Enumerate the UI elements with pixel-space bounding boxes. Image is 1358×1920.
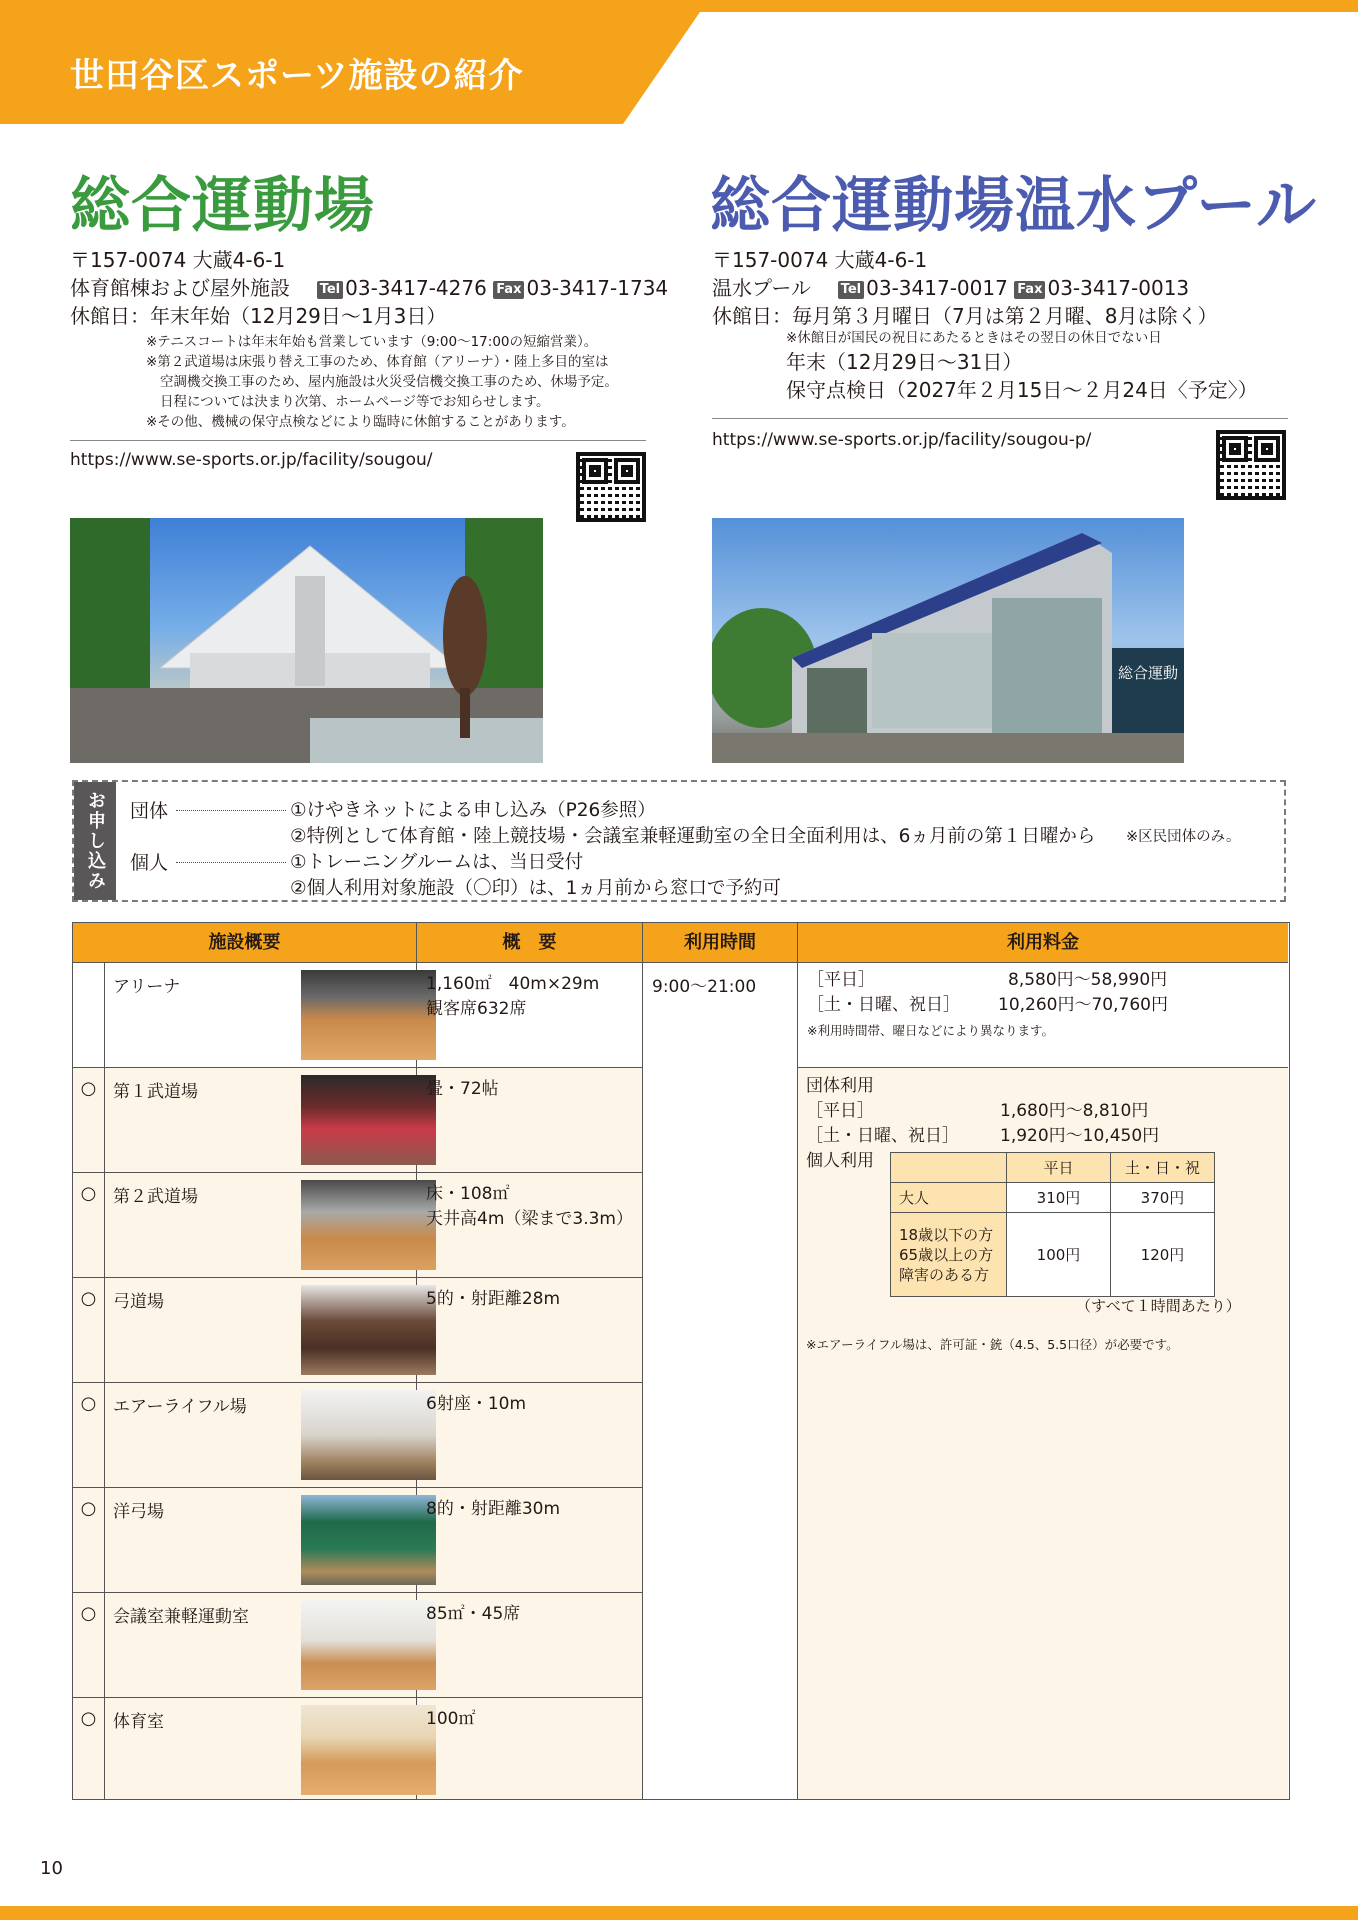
group-label: 団体 (130, 800, 169, 822)
tel-badge: Tel (838, 281, 864, 299)
price-header-holiday: 土・日・祝 (1111, 1153, 1215, 1183)
facility-name-text: 会議室兼軽運動室 (113, 1607, 249, 1627)
fee-value: 1,920円～10,450円 (1000, 1126, 1160, 1146)
fee-note: ※利用時間帯、曜日などにより異なります。 (807, 1023, 1054, 1038)
facility-title-heated-pool: 総合運動場温水プール (710, 171, 1317, 241)
individual-mark (73, 963, 105, 1067)
tel-number: 03-3417-4276 (345, 276, 487, 300)
per-hour-note: （すべて１時間あたり） (1076, 1297, 1241, 1315)
photo-gym-room (301, 1705, 436, 1795)
note-line: 日程については決まり次第、ホームページ等でお知らせします。 (160, 394, 550, 410)
facility-name (105, 1593, 417, 1697)
dotted-leader (176, 862, 286, 863)
tel-number: 03-3417-0017 (866, 276, 1008, 300)
price-row-label: 18歳以下の方 65歳以上の方 障害のある方 (891, 1213, 1007, 1297)
fax-badge: Fax (493, 281, 524, 299)
facility-table (72, 922, 1290, 1800)
photo-dojo-2 (301, 1180, 436, 1270)
header-facility: 施設概要 (73, 923, 417, 963)
facility-name-text: エアーライフル場 (113, 1397, 247, 1417)
photo-gymnasium (70, 518, 543, 763)
price-header-empty (891, 1153, 1007, 1183)
facility-summary: 85㎡・45席 (417, 1593, 643, 1697)
table-row (73, 1068, 643, 1173)
photo-dojo-1 (301, 1075, 436, 1165)
table-row (73, 1173, 643, 1278)
header-summary: 概 要 (417, 923, 643, 963)
fee-value: 8,580円～58,990円 (1008, 970, 1168, 990)
facility-title-general-ground: 総合運動場 (70, 171, 375, 241)
building-sign: 総合運動 (1118, 664, 1179, 682)
table-row (73, 1488, 643, 1593)
application-box (72, 780, 1286, 902)
facility-summary: 8的・射距離30m (417, 1488, 643, 1592)
facility-summary: 100㎡ (417, 1698, 643, 1799)
facility-name (105, 1278, 417, 1382)
fee-value: 1,680円～8,810円 (1000, 1101, 1149, 1121)
individual-price-table (890, 1152, 1215, 1297)
individual-mark: ○ (73, 1068, 105, 1172)
application-tab: お申し込み (74, 782, 116, 900)
price-cell: 310円 (1007, 1183, 1111, 1213)
divider (712, 418, 1288, 419)
photo-arena (301, 970, 436, 1060)
qr-code-icon (1216, 430, 1286, 500)
facility-summary: 5的・射距離28m (417, 1278, 643, 1382)
fee-value: 10,260円～70,760円 (998, 995, 1168, 1015)
facility-name (105, 963, 417, 1067)
rifle-note: ※エアーライフル場は、許可証・銃（4.5、5.5口径）が必要です。 (806, 1337, 1179, 1352)
bottom-accent-bar (0, 1906, 1358, 1920)
individual-line: ②個人利用対象施設（〇印）は、1ヵ月前から窓口で予約可 (290, 878, 781, 899)
facility-name-text: 体育室 (113, 1712, 164, 1732)
fee-label: ［平日］ (806, 1101, 874, 1121)
price-cell: 370円 (1111, 1183, 1215, 1213)
table-row (73, 963, 643, 1068)
facility-name-text: 第１武道場 (113, 1082, 198, 1102)
closed-extra: 保守点検日（2027年２月15日～２月24日〈予定〉） (786, 378, 1258, 402)
divider (70, 440, 646, 441)
group-line: ②特例として体育館・陸上競技場・会議室兼軽運動室の全日全面利用は、6ヵ月前の第１日曜から (290, 826, 1096, 847)
tel-badge: Tel (317, 281, 343, 299)
individual-use-label: 個人利用 (806, 1151, 874, 1171)
facility-summary: 6射座・10m (417, 1383, 643, 1487)
photo-kyudo (301, 1285, 436, 1375)
contact-label: 温水プール (712, 276, 811, 300)
dotted-leader (176, 810, 286, 811)
hours-cell (643, 963, 798, 1799)
closed-days-left: 休館日：年末年始（12月29日～1月3日） (70, 304, 447, 328)
hours-text: 9:00～21:00 (652, 977, 757, 997)
price-cell: 120円 (1111, 1213, 1215, 1297)
price-cell: 100円 (1007, 1213, 1111, 1297)
facility-name (105, 1698, 417, 1799)
individual-label: 個人 (130, 852, 169, 874)
note-line: ※第２武道場は床張り替え工事のため、体育館（アリーナ）・陸上多目的室は (146, 354, 609, 370)
facility-name-text: 弓道場 (113, 1292, 164, 1312)
fax-badge: Fax (1014, 281, 1045, 299)
closed-note: ※休館日が国民の祝日にあたるときはその翌日の休日でない日 (786, 330, 1162, 346)
contact-label: 体育館棟および屋外施設 (70, 276, 290, 300)
price-header-weekday: 平日 (1007, 1153, 1111, 1183)
facility-name (105, 1173, 417, 1277)
note-line: ※テニスコートは年末年始も営業しています（9:00～17:00の短縮営業）。 (146, 334, 598, 350)
facility-summary: 床・108㎡ 天井高4m（梁まで3.3m） (417, 1173, 643, 1277)
table-row (73, 1278, 643, 1383)
facility-name-text: アリーナ (113, 977, 181, 997)
closed-extra: 年末（12月29日～31日） (786, 350, 1023, 374)
address-right: 〒157-0074 大蔵4-6-1 (712, 248, 928, 272)
photo-pool-building (712, 518, 1184, 763)
group-line: ①けやきネットによる申し込み（P26参照） (290, 800, 656, 821)
fax-number: 03-3417-1734 (526, 276, 669, 300)
table-row (73, 1698, 643, 1799)
individual-mark: ○ (73, 1488, 105, 1592)
closed-days-right: 休館日：毎月第３月曜日（7月は第２月曜、8月は除く） (712, 304, 1218, 328)
top-accent-bar (0, 0, 1358, 12)
price-row-label: 大人 (891, 1183, 1007, 1213)
contact-right (712, 274, 1189, 302)
fee-label: ［平日］ (807, 970, 875, 990)
table-row (73, 1593, 643, 1698)
individual-mark: ○ (73, 1593, 105, 1697)
facility-summary: 1,160㎡ 40m×29m 観客席632席 (417, 963, 643, 1067)
contact-left (70, 274, 668, 302)
facility-name-text: 第２武道場 (113, 1187, 198, 1207)
group-use-label: 団体利用 (806, 1076, 874, 1096)
facility-name (105, 1068, 417, 1172)
qr-code-icon (576, 452, 646, 522)
note-line: ※その他、機械の保守点検などにより臨時に休館することがあります。 (146, 414, 575, 430)
url-right[interactable]: https://www.se-sports.or.jp/facility/sougou-p/ (712, 430, 1092, 450)
facility-name (105, 1488, 417, 1592)
individual-mark: ○ (73, 1173, 105, 1277)
address-left: 〒157-0074 大蔵4-6-1 (70, 248, 286, 272)
fee-label: ［土・日曜、祝日］ (807, 995, 960, 1015)
individual-line: ①トレーニングルームは、当日受付 (290, 852, 584, 873)
facility-summary: 畳・72帖 (417, 1068, 643, 1172)
note-line: 空調機交換工事のため、屋内施設は火災受信機交換工事のため、休場予定。 (160, 374, 618, 390)
photo-archery (301, 1495, 436, 1585)
fax-number: 03-3417-0013 (1047, 276, 1190, 300)
page-number: 10 (40, 1858, 63, 1879)
photo-air-rifle (301, 1390, 436, 1480)
individual-mark: ○ (73, 1383, 105, 1487)
arena-fee-cell (798, 963, 1288, 1068)
header-hours: 利用時間 (643, 923, 798, 963)
url-left[interactable]: https://www.se-sports.or.jp/facility/sougou/ (70, 450, 433, 470)
group-note: ※区民団体のみ。 (1126, 829, 1241, 845)
table-row (73, 1383, 643, 1488)
fee-label: ［土・日曜、祝日］ (806, 1126, 959, 1146)
section-title: 世田谷区スポーツ施設の紹介 (70, 56, 524, 96)
header-fees: 利用料金 (798, 923, 1288, 963)
facility-name-text: 洋弓場 (113, 1502, 164, 1522)
photo-meeting-room (301, 1600, 436, 1690)
facility-name (105, 1383, 417, 1487)
individual-mark: ○ (73, 1698, 105, 1799)
individual-mark: ○ (73, 1278, 105, 1382)
